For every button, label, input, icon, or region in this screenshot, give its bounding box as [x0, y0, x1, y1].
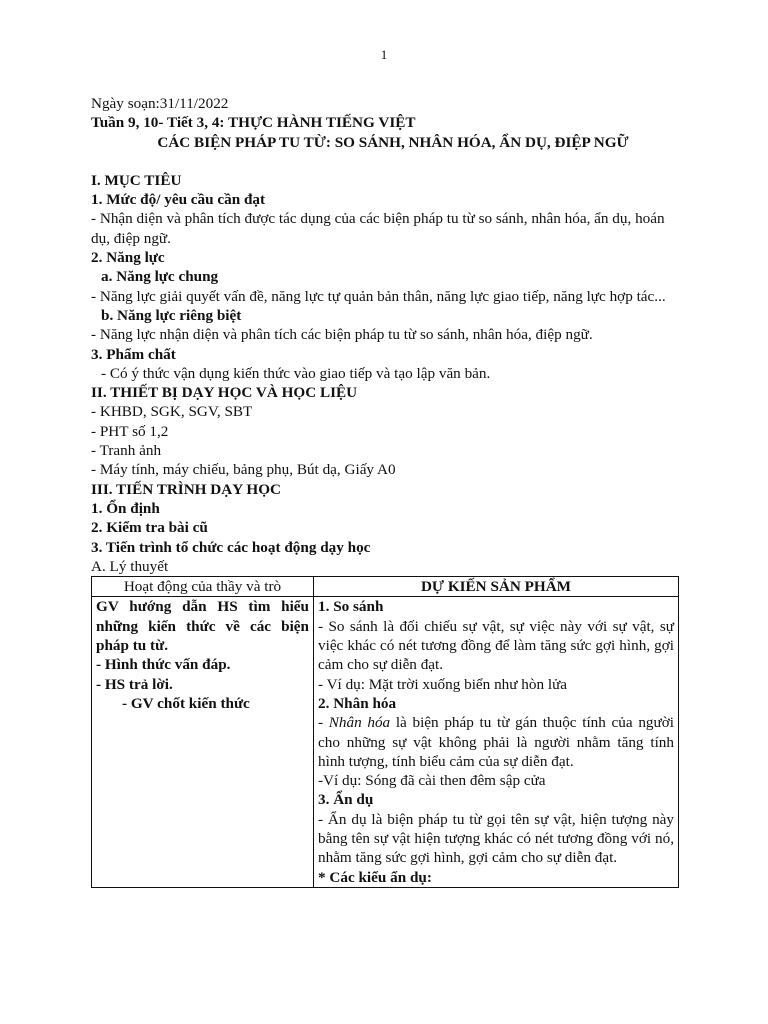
section1-heading: I. MỤC TIÊU — [91, 171, 182, 189]
table-header-product: DỰ KIẾN SẢN PHẨM — [314, 577, 679, 597]
table-header-activity: Hoạt động của thầy và trò — [92, 577, 314, 597]
table-cell-product — [314, 597, 679, 887]
lesson-line: Tuần 9, 10- Tiết 3, 4: THỰC HÀNH TIẾNG VIỆT — [91, 114, 416, 132]
section3-heading: III. TIẾN TRÌNH DẠY HỌC — [91, 480, 282, 498]
table-row — [92, 597, 679, 887]
product-p2-term: Nhân hóa — [328, 714, 391, 732]
product-h1: 1. So sánh — [318, 598, 384, 616]
section2-item: - PHT số 1,2 — [91, 422, 169, 440]
section1-sub2b-text: - Năng lực nhận diện và phân tích các biện pháp tu từ so sánh, nhân hóa, điệp ngữ. — [91, 326, 593, 344]
section1-sub1-text: - Nhận diện và phân tích được tác dụng của các biện pháp tu từ so sánh, nhân hóa, ẩn dụ, hoán dụ, điệp ngữ. — [91, 210, 665, 247]
product-e1: - Ví dụ: Mặt trời xuống biển như hòn lửa — [318, 675, 568, 693]
product-h2: 2. Nhân hóa — [318, 694, 397, 712]
section1-sub1: 1. Mức độ/ yêu cầu cần đạt — [91, 191, 266, 209]
activity-form: - Hình thức vấn đáp. — [96, 656, 231, 674]
section1-sub2: 2. Năng lực — [91, 249, 165, 267]
section2-item: - KHBD, SGK, SGV, SBT — [91, 403, 253, 421]
page-number: 1 — [380, 47, 388, 62]
lesson-title: CÁC BIỆN PHÁP TU TỪ: SO SÁNH, NHÂN HÓA, ẨN DỤ, ĐIỆP NGỮ — [157, 133, 629, 151]
document-body — [91, 94, 683, 888]
prep-date: Ngày soạn:31/11/2022 — [91, 95, 229, 112]
section2-item: - Máy tính, máy chiếu, bảng phụ, Bút dạ, Giấy A0 — [91, 461, 396, 479]
activity-table — [91, 576, 679, 888]
section3-sub-a: A. Lý thuyết — [91, 557, 169, 575]
section3-item: 3. Tiến trình tổ chức các hoạt động dạy học — [91, 538, 371, 556]
table-cell-activity — [92, 597, 314, 887]
section3-item: 1. Ổn định — [91, 499, 160, 517]
product-h3: 3. Ẩn dụ — [318, 791, 374, 809]
section1-sub2a: a. Năng lực chung — [101, 268, 219, 286]
section3-item: 2. Kiểm tra bài cũ — [91, 519, 208, 537]
section2-item: - Tranh ảnh — [91, 442, 162, 460]
activity-answer: - HS trả lời. — [96, 675, 173, 693]
table-header-row — [92, 577, 679, 597]
product-p2-rest: là biện pháp tu từ gán thuộc tính của người cho những sự vật không phải là người nhằm tăng tính hình tượng, tính biểu cảm của sự diễn đạt. — [318, 714, 674, 770]
product-p2-prefix: - — [318, 714, 329, 732]
product-p2 — [318, 713, 674, 771]
section1-sub2a-text: - Năng lực giải quyết vấn đề, năng lực tự quản bản thân, năng lực giao tiếp, năng lực hợp tác... — [91, 287, 666, 305]
section1-sub2b: b. Năng lực riêng biệt — [101, 306, 242, 324]
section2-heading: II. THIẾT BỊ DẠY HỌC VÀ HỌC LIỆU — [91, 384, 358, 402]
activity-conclude: - GV chốt kiến thức — [122, 694, 250, 712]
activity-intro: GV hướng dẫn HS tìm hiểu những kiến thức về các biện pháp tu từ. — [96, 598, 309, 655]
product-p1: - So sánh là đối chiếu sự vật, sự việc này với sự vật, sự việc khác có nét tương đồng để làm tăng sức gợi hình, gợi cảm cho sự diễn đạt. — [318, 617, 674, 674]
product-e2: -Ví dụ: Sóng đã cài then đêm sập cửa — [318, 772, 546, 790]
product-h4: * Các kiểu ẩn dụ: — [318, 868, 432, 886]
product-p3: - Ẩn dụ là biện pháp tu từ gọi tên sự vật, hiện tượng này bằng tên sự vật hiện tượng khác có nét tương đồng với nó, nhằm tăng sức gợi hình, gợi cảm cho sự diễn đạt. — [318, 810, 674, 867]
section1-sub3-text: - Có ý thức vận dụng kiến thức vào giao tiếp và tạo lập văn bản. — [101, 364, 491, 382]
section1-sub3: 3. Phẩm chất — [91, 345, 176, 363]
